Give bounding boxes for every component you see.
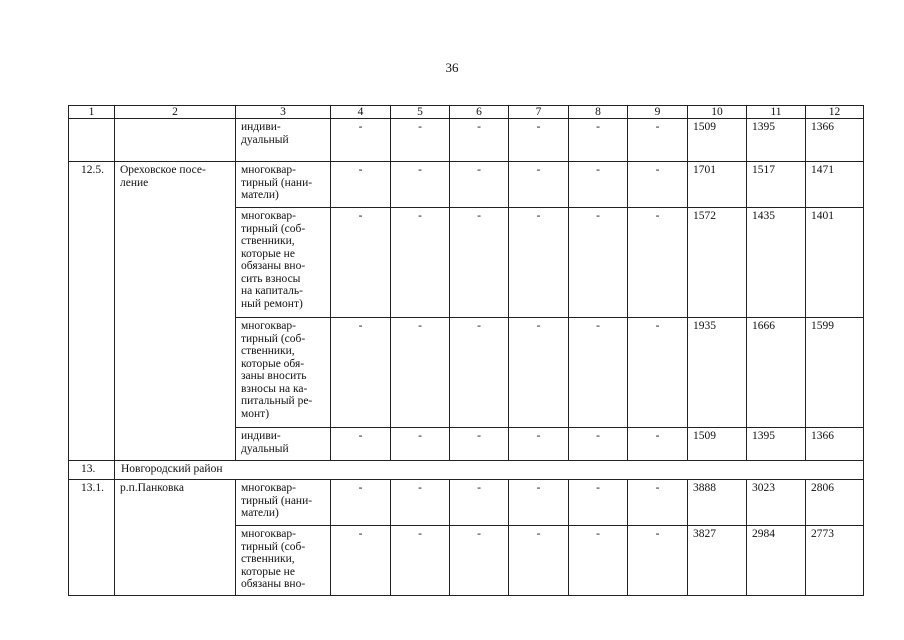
dash-cell: - bbox=[569, 162, 628, 208]
dash-cell: - bbox=[391, 162, 450, 208]
header-cell: 2 bbox=[115, 106, 236, 119]
table-row bbox=[69, 119, 864, 162]
value-cell-col10: 1701 bbox=[688, 162, 747, 208]
tariff-table bbox=[68, 105, 864, 596]
dash-cell: - bbox=[391, 480, 450, 526]
value-cell-col10: 1509 bbox=[688, 119, 747, 162]
value-cell-col11: 1517 bbox=[747, 162, 806, 208]
header-cell: 7 bbox=[509, 106, 569, 119]
header-cell: 1 bbox=[69, 106, 115, 119]
dash-cell: - bbox=[569, 208, 628, 318]
row-number-cell: 13.1. bbox=[69, 480, 115, 596]
header-cell: 8 bbox=[569, 106, 628, 119]
value-cell-col12: 1599 bbox=[806, 318, 864, 428]
dash-cell: - bbox=[331, 119, 391, 162]
housing-type-cell: многоквар- тирный (соб- ственники, которые обя- заны вносить взносы на ка- питальный ре- монт) bbox=[236, 318, 331, 428]
dash-cell: - bbox=[628, 526, 688, 596]
dash-cell: - bbox=[569, 526, 628, 596]
value-cell-col11: 3023 bbox=[747, 480, 806, 526]
dash-cell: - bbox=[509, 526, 569, 596]
dash-cell: - bbox=[331, 428, 391, 461]
header-cell: 5 bbox=[391, 106, 450, 119]
header-cell: 11 bbox=[747, 106, 806, 119]
value-cell-col11: 1395 bbox=[747, 428, 806, 461]
dash-cell: - bbox=[391, 119, 450, 162]
dash-cell: - bbox=[628, 119, 688, 162]
dash-cell: - bbox=[569, 480, 628, 526]
row-number-cell bbox=[69, 119, 115, 162]
dash-cell: - bbox=[450, 318, 509, 428]
dash-cell: - bbox=[509, 162, 569, 208]
value-cell-col12: 1366 bbox=[806, 428, 864, 461]
dash-cell: - bbox=[450, 119, 509, 162]
value-cell-col11: 2984 bbox=[747, 526, 806, 596]
header-cell: 3 bbox=[236, 106, 331, 119]
dash-cell: - bbox=[628, 162, 688, 208]
value-cell-col11: 1666 bbox=[747, 318, 806, 428]
housing-type-cell: многоквар- тирный (нани- матели) bbox=[236, 162, 331, 208]
housing-type-cell: многоквар- тирный (соб- ственники, которые не обязаны вно- bbox=[236, 526, 331, 596]
dash-cell: - bbox=[509, 318, 569, 428]
housing-type-cell: индиви- дуальный bbox=[236, 119, 331, 162]
dash-cell: - bbox=[331, 162, 391, 208]
dash-cell: - bbox=[569, 119, 628, 162]
settlement-cell bbox=[115, 119, 236, 162]
dash-cell: - bbox=[450, 428, 509, 461]
value-cell-col11: 1435 bbox=[747, 208, 806, 318]
header-cell: 4 bbox=[331, 106, 391, 119]
dash-cell: - bbox=[569, 428, 628, 461]
table-row bbox=[69, 480, 864, 526]
dash-cell: - bbox=[628, 208, 688, 318]
dash-cell: - bbox=[391, 208, 450, 318]
district-name-cell: Новгородский район bbox=[115, 461, 864, 480]
table-row bbox=[69, 461, 864, 480]
value-cell-col10: 3888 bbox=[688, 480, 747, 526]
value-cell-col10: 1509 bbox=[688, 428, 747, 461]
value-cell-col12: 1471 bbox=[806, 162, 864, 208]
value-cell-col11: 1395 bbox=[747, 119, 806, 162]
row-number-cell: 13. bbox=[69, 461, 115, 480]
value-cell-col12: 1366 bbox=[806, 119, 864, 162]
dash-cell: - bbox=[391, 428, 450, 461]
header-cell: 12 bbox=[806, 106, 864, 119]
dash-cell: - bbox=[391, 526, 450, 596]
dash-cell: - bbox=[331, 480, 391, 526]
value-cell-col10: 1935 bbox=[688, 318, 747, 428]
dash-cell: - bbox=[391, 318, 450, 428]
header-cell: 9 bbox=[628, 106, 688, 119]
settlement-cell: р.п.Панковка bbox=[115, 480, 236, 596]
header-cell: 10 bbox=[688, 106, 747, 119]
row-number-cell: 12.5. bbox=[69, 162, 115, 461]
value-cell-col10: 1572 bbox=[688, 208, 747, 318]
table-row bbox=[69, 162, 864, 208]
dash-cell: - bbox=[331, 208, 391, 318]
dash-cell: - bbox=[509, 119, 569, 162]
housing-type-cell: многоквар- тирный (нани- матели) bbox=[236, 480, 331, 526]
dash-cell: - bbox=[450, 480, 509, 526]
dash-cell: - bbox=[450, 208, 509, 318]
settlement-cell: Ореховское посе- ление bbox=[115, 162, 236, 461]
dash-cell: - bbox=[450, 162, 509, 208]
dash-cell: - bbox=[509, 480, 569, 526]
dash-cell: - bbox=[569, 318, 628, 428]
dash-cell: - bbox=[450, 526, 509, 596]
value-cell-col12: 1401 bbox=[806, 208, 864, 318]
dash-cell: - bbox=[509, 428, 569, 461]
housing-type-cell: многоквар- тирный (соб- ственники, которые не обязаны вно- сить взносы на капиталь- ный ремонт) bbox=[236, 208, 331, 318]
page-number: 36 bbox=[445, 60, 459, 75]
dash-cell: - bbox=[628, 480, 688, 526]
header-cell: 6 bbox=[450, 106, 509, 119]
dash-cell: - bbox=[331, 318, 391, 428]
header-row bbox=[69, 106, 864, 119]
value-cell-col10: 3827 bbox=[688, 526, 747, 596]
dash-cell: - bbox=[628, 428, 688, 461]
dash-cell: - bbox=[331, 526, 391, 596]
value-cell-col12: 2773 bbox=[806, 526, 864, 596]
housing-type-cell: индиви- дуальный bbox=[236, 428, 331, 461]
value-cell-col12: 2806 bbox=[806, 480, 864, 526]
dash-cell: - bbox=[509, 208, 569, 318]
dash-cell: - bbox=[628, 318, 688, 428]
